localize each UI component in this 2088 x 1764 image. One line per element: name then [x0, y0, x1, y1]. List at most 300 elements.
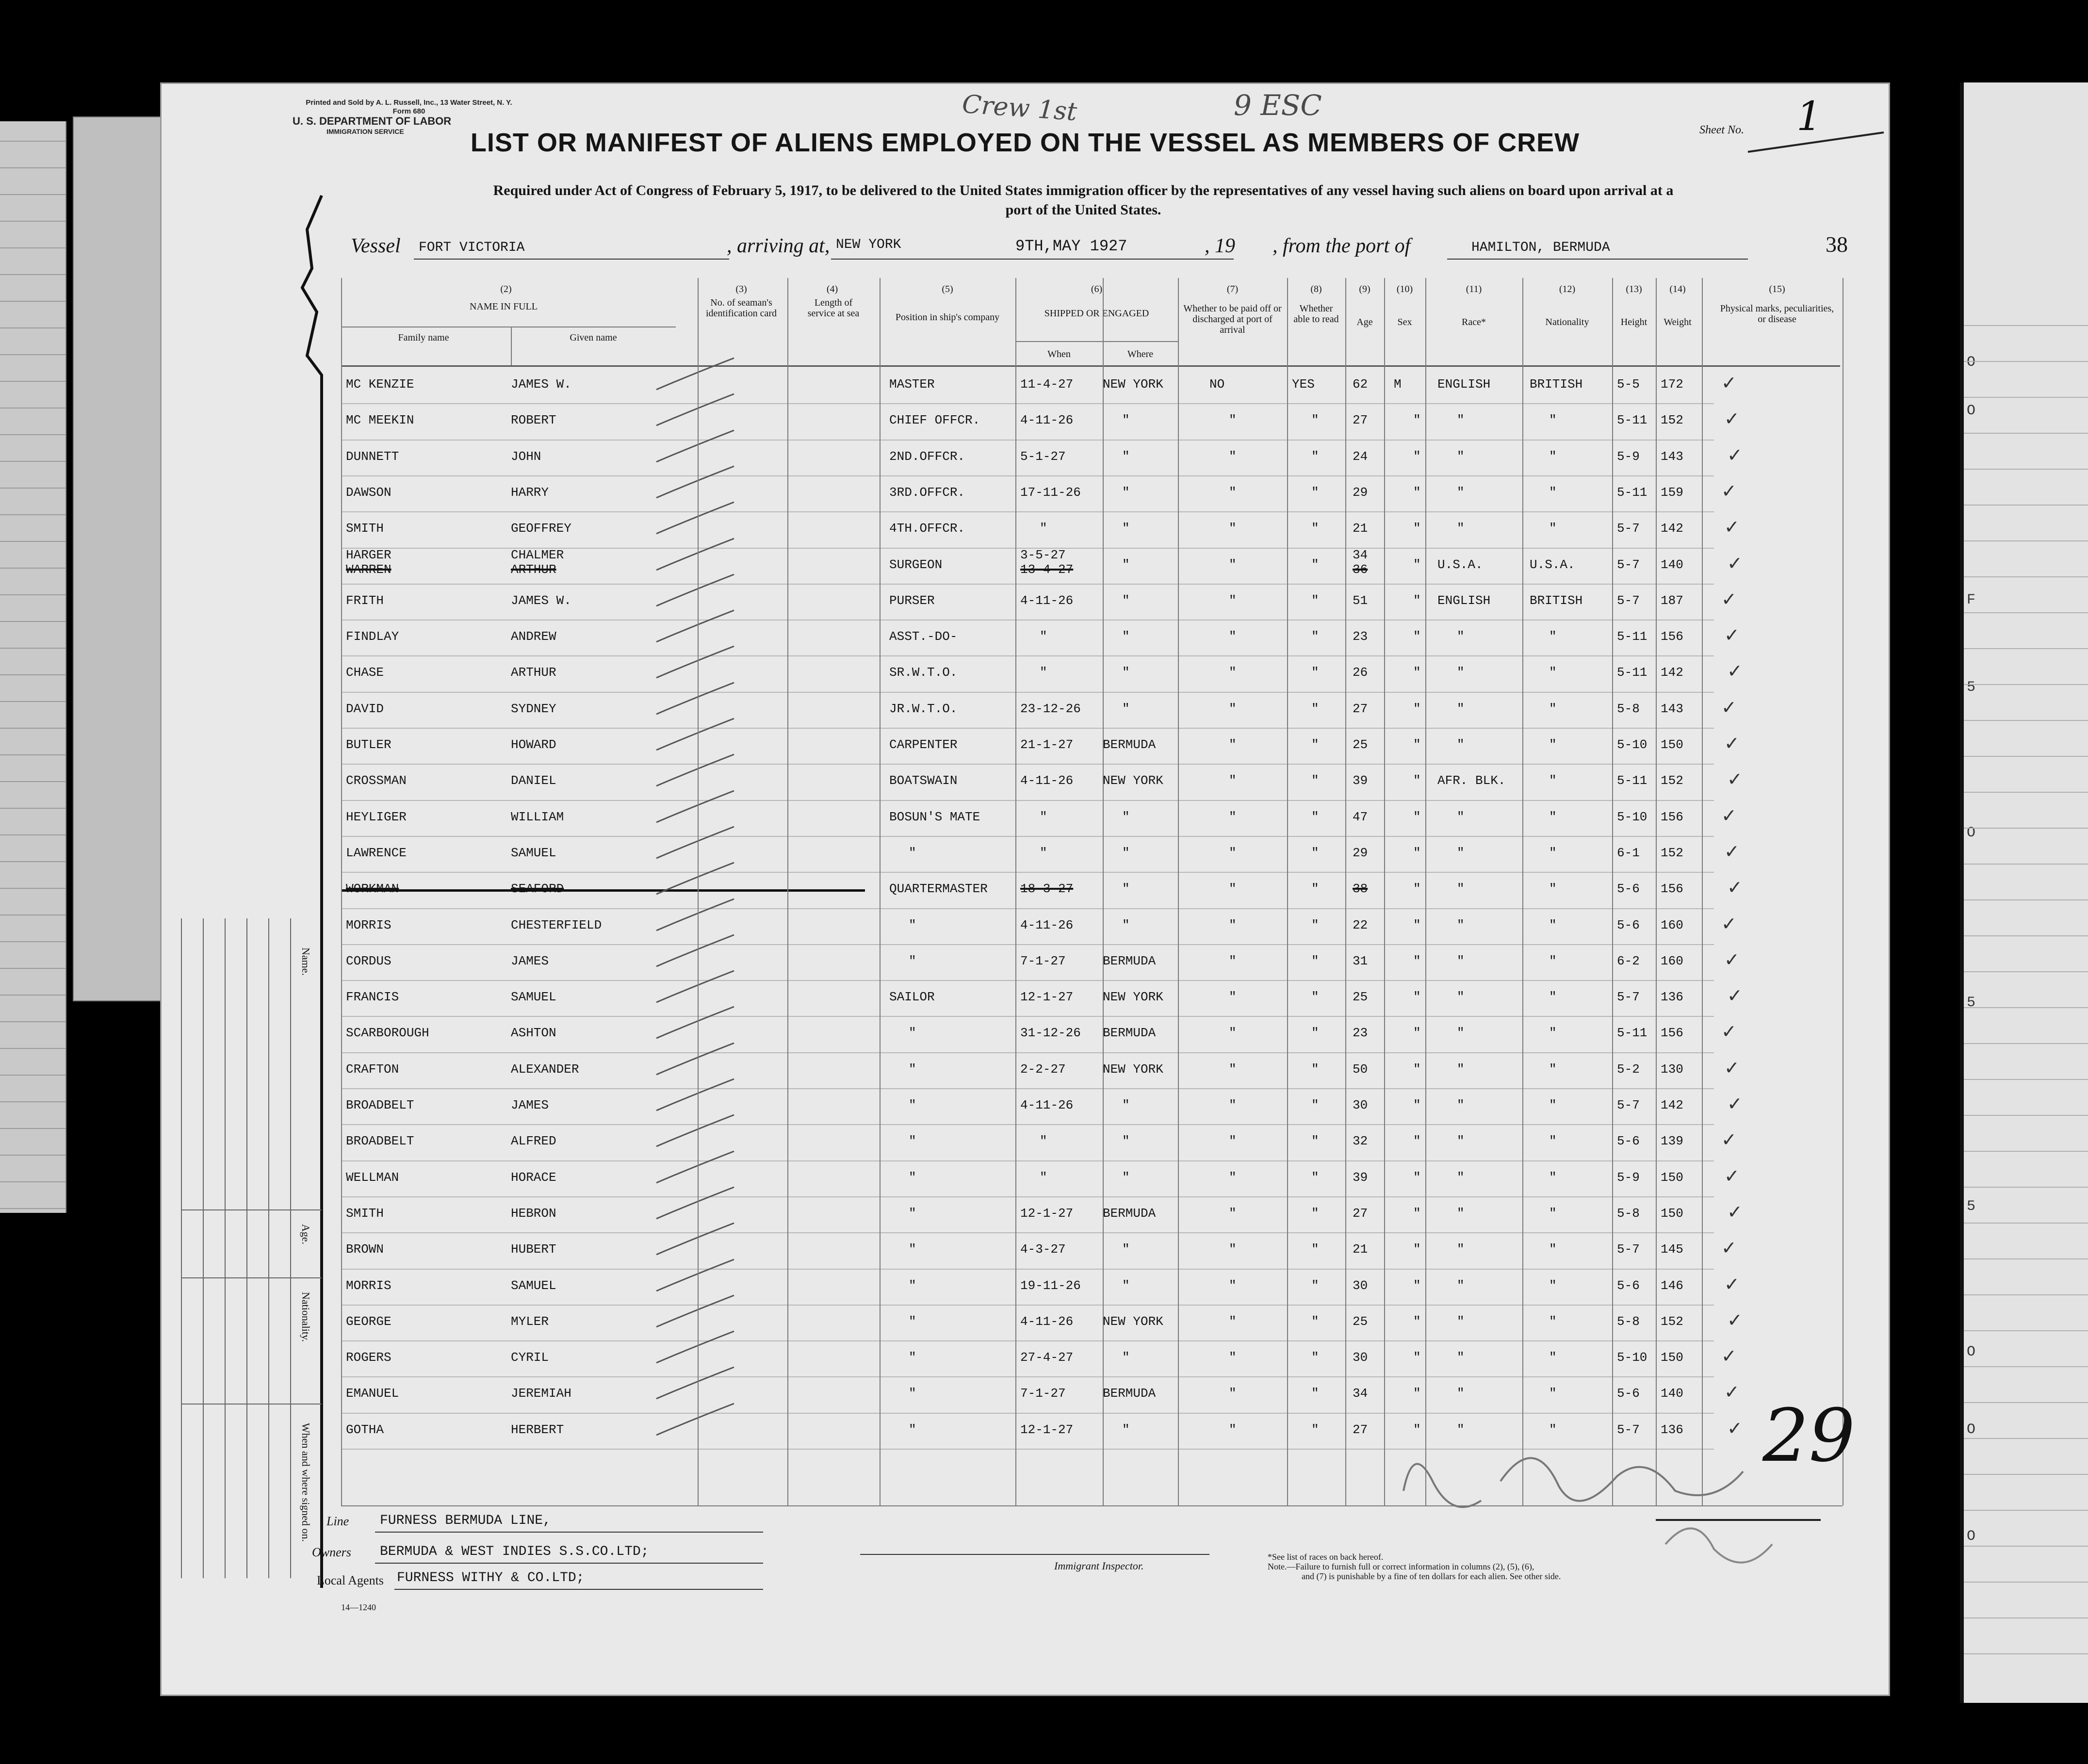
column-rule — [787, 278, 788, 1505]
able-to-read: " — [1311, 845, 1319, 860]
owners-underline — [375, 1563, 763, 1564]
row-rule — [341, 1232, 1714, 1233]
adjacent-page-rule — [0, 781, 65, 782]
row-rule — [341, 511, 1714, 512]
paid-off: " — [1229, 413, 1237, 428]
struck-age: 36 — [1353, 562, 1368, 577]
race: " — [1457, 882, 1465, 897]
table-row — [162, 1272, 1889, 1296]
adjacent-page-rule — [0, 194, 65, 195]
weight: 140 — [1661, 1386, 1683, 1401]
race: " — [1457, 629, 1465, 644]
shipped-when: " — [1040, 521, 1047, 536]
weight: 156 — [1661, 882, 1683, 897]
column-rule — [1015, 278, 1016, 1505]
adjacent-page-rule — [0, 541, 65, 542]
pen-check-stroke — [652, 1365, 749, 1404]
adjacent-page-rule — [1964, 1582, 2088, 1583]
given-name: SAMUEL — [511, 990, 556, 1005]
race: " — [1457, 1062, 1465, 1077]
age: 31 — [1353, 953, 1368, 968]
check-mark-icon: ✓ — [1721, 1129, 1737, 1151]
shipped-where: BERMUDA — [1103, 1206, 1156, 1221]
age: 39 — [1353, 773, 1368, 788]
row-rule — [341, 692, 1714, 693]
table-row — [162, 803, 1889, 827]
shipped-where: " — [1122, 1134, 1130, 1149]
sex: " — [1413, 701, 1421, 716]
col-header-age: Age — [1356, 317, 1373, 327]
adjacent-page-rule — [0, 488, 65, 489]
family-name: MORRIS — [346, 1278, 392, 1293]
paid-off: " — [1229, 1170, 1237, 1185]
shipping-line-underline — [375, 1532, 763, 1533]
position: PURSER — [889, 593, 935, 608]
family-name: BROADBELT — [346, 1098, 414, 1112]
paid-off: " — [1229, 882, 1237, 897]
weight: 152 — [1661, 845, 1683, 860]
age: 29 — [1353, 845, 1368, 860]
adjacent-page-rule — [1964, 1258, 2088, 1259]
adjacent-page-rule — [0, 568, 65, 569]
check-mark-icon: ✓ — [1727, 1201, 1743, 1223]
col-num: (9) — [1359, 284, 1370, 294]
weight: 143 — [1661, 449, 1683, 464]
race: " — [1457, 1350, 1465, 1365]
family-name: HEYLIGER — [346, 809, 407, 824]
adjacent-page-rule — [0, 648, 65, 649]
shipped-when: 17-11-26 — [1020, 485, 1081, 500]
table-row — [162, 622, 1889, 647]
family-name: SMITH — [346, 521, 384, 536]
sex: " — [1413, 557, 1421, 572]
paid-off: " — [1229, 557, 1237, 572]
given-name: ASHTON — [511, 1026, 556, 1041]
shipped-where: " — [1122, 629, 1130, 644]
date-underline — [1011, 259, 1234, 260]
right-page-mark: O — [1967, 354, 1976, 371]
right-page-mark: O — [1967, 1528, 1976, 1545]
col-num: (8) — [1310, 284, 1322, 294]
race: " — [1457, 809, 1465, 824]
age: 27 — [1353, 701, 1368, 716]
given-name: CHALMER — [511, 547, 564, 562]
shipped-where: NEW YORK — [1103, 1314, 1163, 1329]
shipped-when: 12-1-27 — [1020, 990, 1074, 1005]
given-name: HUBERT — [511, 1242, 556, 1257]
shipped-where: " — [1122, 1242, 1130, 1257]
table-row — [162, 1343, 1889, 1368]
year-label: , 19 — [1205, 235, 1235, 257]
paid-off: " — [1229, 1314, 1237, 1329]
able-to-read: " — [1311, 665, 1319, 680]
table-row — [162, 1055, 1889, 1079]
race: " — [1457, 953, 1465, 968]
paid-off: " — [1229, 737, 1237, 752]
row-rule — [341, 1340, 1714, 1341]
check-mark-icon: ✓ — [1724, 840, 1740, 862]
sex: " — [1413, 593, 1421, 608]
adjacent-page-rule — [0, 728, 65, 729]
family-name: CROSSMAN — [346, 773, 407, 788]
col-header-shipped: SHIPPED OR ENGAGED — [1044, 308, 1149, 319]
row-rule — [341, 1160, 1714, 1161]
sex: " — [1413, 1098, 1421, 1112]
paid-off: " — [1229, 1134, 1237, 1149]
pen-check-stroke — [652, 536, 749, 575]
race: ENGLISH — [1437, 377, 1491, 392]
right-page-mark: O — [1967, 403, 1976, 419]
check-mark-icon: ✓ — [1727, 444, 1743, 466]
check-mark-icon: ✓ — [1724, 1057, 1740, 1078]
col-num: (15) — [1769, 284, 1785, 294]
given-name: SYDNEY — [511, 701, 556, 716]
nationality: " — [1549, 1026, 1557, 1041]
height: 5-8 — [1617, 1206, 1640, 1221]
check-mark-icon: ✓ — [1727, 1309, 1743, 1331]
header-rule — [1015, 341, 1178, 342]
family-name: SCARBOROUGH — [346, 1026, 429, 1041]
height: 5-5 — [1617, 377, 1640, 392]
table-row — [162, 1235, 1889, 1259]
table-row — [162, 839, 1889, 863]
shipped-where: " — [1122, 521, 1130, 536]
check-mark-icon: ✓ — [1724, 1381, 1740, 1403]
nationality: " — [1549, 1206, 1557, 1221]
shipped-where: NEW YORK — [1103, 773, 1163, 788]
given-name: MYLER — [511, 1314, 549, 1329]
adjacent-page-rule — [1964, 1474, 2088, 1475]
given-name: JAMES W. — [511, 377, 571, 392]
table-row — [162, 406, 1889, 430]
given-name: ROBERT — [511, 413, 556, 428]
sex: " — [1413, 1134, 1421, 1149]
able-to-read: " — [1311, 1134, 1319, 1149]
col-header-nationality: Nationality — [1545, 317, 1589, 327]
able-to-read: " — [1311, 1026, 1319, 1041]
adjacent-page-rule — [1964, 1294, 2088, 1295]
shipped-where: BERMUDA — [1103, 1386, 1156, 1401]
check-mark-icon: ✓ — [1721, 480, 1737, 502]
row-rule — [341, 1196, 1714, 1197]
sex: " — [1413, 1062, 1421, 1077]
nationality: " — [1549, 449, 1557, 464]
vessel-underline — [414, 259, 729, 260]
arrival-port: NEW YORK — [836, 237, 901, 252]
nationality: " — [1549, 990, 1557, 1005]
pen-check-stroke — [652, 644, 749, 683]
pen-check-stroke — [652, 824, 749, 863]
race: AFR. BLK. — [1437, 773, 1506, 788]
given-name: CYRIL — [511, 1350, 549, 1365]
adjacent-page-right — [1960, 82, 2088, 1703]
position: " — [909, 1026, 916, 1041]
manifest-sheet — [160, 82, 1890, 1696]
age: 30 — [1353, 1350, 1368, 1365]
pen-check-stroke — [652, 428, 749, 467]
pen-check-stroke — [652, 572, 749, 611]
index-column-rule — [225, 918, 226, 1578]
able-to-read: " — [1311, 1206, 1319, 1221]
age: 30 — [1353, 1098, 1368, 1112]
pen-check-stroke — [652, 897, 749, 935]
race: " — [1457, 413, 1465, 428]
shipped-when: 12-1-27 — [1020, 1422, 1074, 1437]
position: " — [909, 1098, 916, 1112]
race: " — [1457, 1206, 1465, 1221]
shipped-when: " — [1040, 845, 1047, 860]
row-rule — [341, 1052, 1714, 1053]
vessel-label: Vessel — [351, 235, 401, 257]
shipped-when: 11-4-27 — [1020, 377, 1074, 392]
age: 21 — [1353, 521, 1368, 536]
pen-check-stroke — [652, 1185, 749, 1224]
height: 5-6 — [1617, 1278, 1640, 1293]
struck-shipped-when: 13-4-27 — [1020, 562, 1074, 577]
family-name: GOTHA — [346, 1422, 384, 1437]
height: 5-6 — [1617, 882, 1640, 897]
paid-off: " — [1229, 953, 1237, 968]
inspector-signature-line — [860, 1554, 1209, 1555]
adjacent-page-rule — [1964, 971, 2088, 972]
row-rule — [341, 980, 1714, 981]
given-name: JEREMIAH — [511, 1386, 571, 1401]
pen-check-stroke — [652, 932, 749, 971]
shipped-when: 23-12-26 — [1020, 701, 1081, 716]
paid-off: " — [1229, 629, 1237, 644]
shipped-when: " — [1040, 809, 1047, 824]
check-mark-icon: ✓ — [1724, 1165, 1740, 1187]
family-name: MC MEEKIN — [346, 413, 414, 428]
adjacent-page-rule — [1964, 505, 2088, 506]
sex: " — [1413, 1242, 1421, 1257]
table-row — [162, 1163, 1889, 1188]
pen-check-stroke — [652, 716, 749, 755]
check-mark-icon: ✓ — [1721, 372, 1737, 393]
side-label: When and where signed on. — [300, 1423, 312, 1542]
paid-off: " — [1229, 773, 1237, 788]
shipped-when: 12-1-27 — [1020, 1206, 1074, 1221]
col-num: (10) — [1396, 284, 1413, 294]
owners: BERMUDA & WEST INDIES S.S.CO.LTD; — [380, 1544, 649, 1559]
position: " — [909, 1314, 916, 1329]
weight: 136 — [1661, 990, 1683, 1005]
row-rule — [341, 440, 1714, 441]
race: " — [1457, 1242, 1465, 1257]
position: " — [909, 1278, 916, 1293]
adjacent-page-rule — [1964, 1438, 2088, 1439]
shipped-where: NEW YORK — [1103, 990, 1163, 1005]
race: " — [1457, 845, 1465, 860]
age: 29 — [1353, 485, 1368, 500]
race: " — [1457, 1278, 1465, 1293]
row-rule — [341, 1413, 1714, 1414]
position: CARPENTER — [889, 737, 958, 752]
signature-scribble — [1374, 1423, 1860, 1607]
family-name: DAVID — [346, 701, 384, 716]
given-name: ALFRED — [511, 1134, 556, 1149]
given-name: JAMES W. — [511, 593, 571, 608]
adjacent-page-rule — [0, 808, 65, 809]
check-mark-icon: ✓ — [1724, 733, 1740, 754]
right-page-mark: O — [1967, 825, 1976, 841]
age: 27 — [1353, 1206, 1368, 1221]
table-row — [162, 442, 1889, 467]
sex: " — [1413, 413, 1421, 428]
family-name: MORRIS — [346, 917, 392, 932]
pen-check-stroke — [652, 1041, 749, 1079]
race: " — [1457, 485, 1465, 500]
subtitle-line: port of the United States. — [1005, 202, 1161, 218]
check-mark-icon: ✓ — [1727, 768, 1743, 790]
height: 5-6 — [1617, 917, 1640, 932]
pen-check-stroke — [652, 968, 749, 1007]
family-name: EMANUEL — [346, 1386, 399, 1401]
height: 5-7 — [1617, 1242, 1640, 1257]
height: 5-10 — [1617, 737, 1648, 752]
nationality: " — [1549, 1422, 1557, 1437]
position: SURGEON — [889, 557, 943, 572]
col-header-weight: Weight — [1664, 317, 1692, 327]
shipped-where: NEW YORK — [1103, 377, 1163, 392]
position: " — [909, 1422, 916, 1437]
sex: " — [1413, 1278, 1421, 1293]
table-row — [162, 1091, 1889, 1115]
race: ENGLISH — [1437, 593, 1491, 608]
shipped-where: " — [1122, 809, 1130, 824]
position: " — [909, 845, 916, 860]
col-num: (12) — [1559, 284, 1576, 294]
given-name: HEBRON — [511, 1206, 556, 1221]
able-to-read: " — [1311, 701, 1319, 716]
position: MASTER — [889, 377, 935, 392]
check-mark-icon: ✓ — [1721, 588, 1737, 610]
handwritten-annotation: Crew 1st — [961, 89, 1078, 127]
departure-port: HAMILTON, BERMUDA — [1471, 240, 1610, 255]
position: 2ND.OFFCR. — [889, 449, 965, 464]
arrival-date: 9TH,MAY 1927 — [1015, 237, 1127, 255]
column-rule — [1656, 278, 1657, 1505]
department-name: U. S. DEPARTMENT OF LABOR — [293, 115, 452, 127]
sex: " — [1413, 990, 1421, 1005]
fine-note: Note.—Failure to furnish full or correct information in columns (2), (5), (6), — [1268, 1562, 1534, 1571]
able-to-read: " — [1311, 809, 1319, 824]
age: 62 — [1353, 377, 1368, 392]
shipped-where: NEW YORK — [1103, 1062, 1163, 1077]
struck-given-name: SEAFORD — [511, 882, 564, 897]
position: " — [909, 1170, 916, 1185]
service-name: IMMIGRATION SERVICE — [326, 128, 404, 135]
vessel-name: FORT VICTORIA — [419, 240, 525, 255]
able-to-read: " — [1311, 1098, 1319, 1112]
given-name: WILLIAM — [511, 809, 564, 824]
adjacent-page-rule — [1964, 1115, 2088, 1116]
sex: " — [1413, 521, 1421, 536]
age: 25 — [1353, 990, 1368, 1005]
position: " — [909, 1134, 916, 1149]
able-to-read: " — [1311, 1422, 1319, 1437]
row-rule — [341, 1305, 1714, 1306]
col-num: (14) — [1669, 284, 1686, 294]
adjacent-page-rule — [1964, 1151, 2088, 1152]
column-rule — [1178, 278, 1179, 1505]
row-rule — [341, 1088, 1714, 1089]
sex: " — [1413, 773, 1421, 788]
shipped-where: " — [1122, 701, 1130, 716]
height: 5-2 — [1617, 1062, 1640, 1077]
weight: 156 — [1661, 1026, 1683, 1041]
family-name: DAWSON — [346, 485, 392, 500]
adjacent-page-rule — [1964, 1079, 2088, 1080]
subtitle-line: Required under Act of Congress of February 5, 1917, to be delivered to the United States immigration officer by the representatives of any vessel having such aliens on board upon arrival at a — [493, 182, 1674, 198]
adjacent-page-rule — [1964, 612, 2088, 613]
shipped-where: " — [1122, 665, 1130, 680]
paid-off: " — [1229, 845, 1237, 860]
arriving-label: , arriving at, — [727, 235, 830, 257]
check-mark-icon: ✓ — [1721, 804, 1737, 826]
race: " — [1457, 1134, 1465, 1149]
nationality: " — [1549, 737, 1557, 752]
adjacent-page-rule — [1964, 325, 2088, 326]
right-page-mark: O — [1967, 1344, 1976, 1360]
paid-off: " — [1229, 917, 1237, 932]
right-page-mark: F — [1967, 592, 1976, 608]
race: " — [1457, 1170, 1465, 1185]
nationality: " — [1549, 1386, 1557, 1401]
age: 34 — [1353, 1386, 1368, 1401]
shipped-when: 7-1-27 — [1020, 953, 1066, 968]
pen-check-stroke — [652, 464, 749, 503]
header-rule — [341, 365, 1840, 367]
col-num: (13) — [1626, 284, 1642, 294]
row-rule — [341, 655, 1714, 656]
adjacent-page-rule — [0, 434, 65, 435]
weight: 140 — [1661, 557, 1683, 572]
inspector-label: Immigrant Inspector. — [1054, 1560, 1144, 1572]
given-name: GEOFFREY — [511, 521, 571, 536]
family-name: GEORGE — [346, 1314, 392, 1329]
race: " — [1457, 990, 1465, 1005]
row-rule — [341, 728, 1714, 729]
position: " — [909, 1350, 916, 1365]
col-header-seaman-card: No. of seaman's identification card — [705, 297, 777, 319]
height: 5-7 — [1617, 990, 1640, 1005]
family-name: CRAFTON — [346, 1062, 399, 1077]
handwritten-total: 29 — [1762, 1394, 1855, 1478]
column-rule — [1425, 278, 1426, 1505]
row-rule — [341, 584, 1714, 585]
able-to-read: " — [1311, 1278, 1319, 1293]
position: ASST.-DO- — [889, 629, 958, 644]
shipped-when: " — [1040, 629, 1047, 644]
position: " — [909, 1062, 916, 1077]
age: 39 — [1353, 1170, 1368, 1185]
shipped-where: " — [1122, 845, 1130, 860]
col-num: (3) — [735, 284, 747, 294]
weight: 146 — [1661, 1278, 1683, 1293]
adjacent-page-rule — [1964, 864, 2088, 865]
adjacent-page-rule — [1964, 361, 2088, 362]
weight: 160 — [1661, 953, 1683, 968]
form-number: Form 680 — [392, 107, 425, 115]
sex: " — [1413, 882, 1421, 897]
given-name: HORACE — [511, 1170, 556, 1185]
height: 5-6 — [1617, 1386, 1640, 1401]
side-label: Nationality. — [300, 1292, 312, 1342]
adjacent-page-rule — [1964, 397, 2088, 398]
race: " — [1457, 737, 1465, 752]
table-row — [162, 983, 1889, 1007]
